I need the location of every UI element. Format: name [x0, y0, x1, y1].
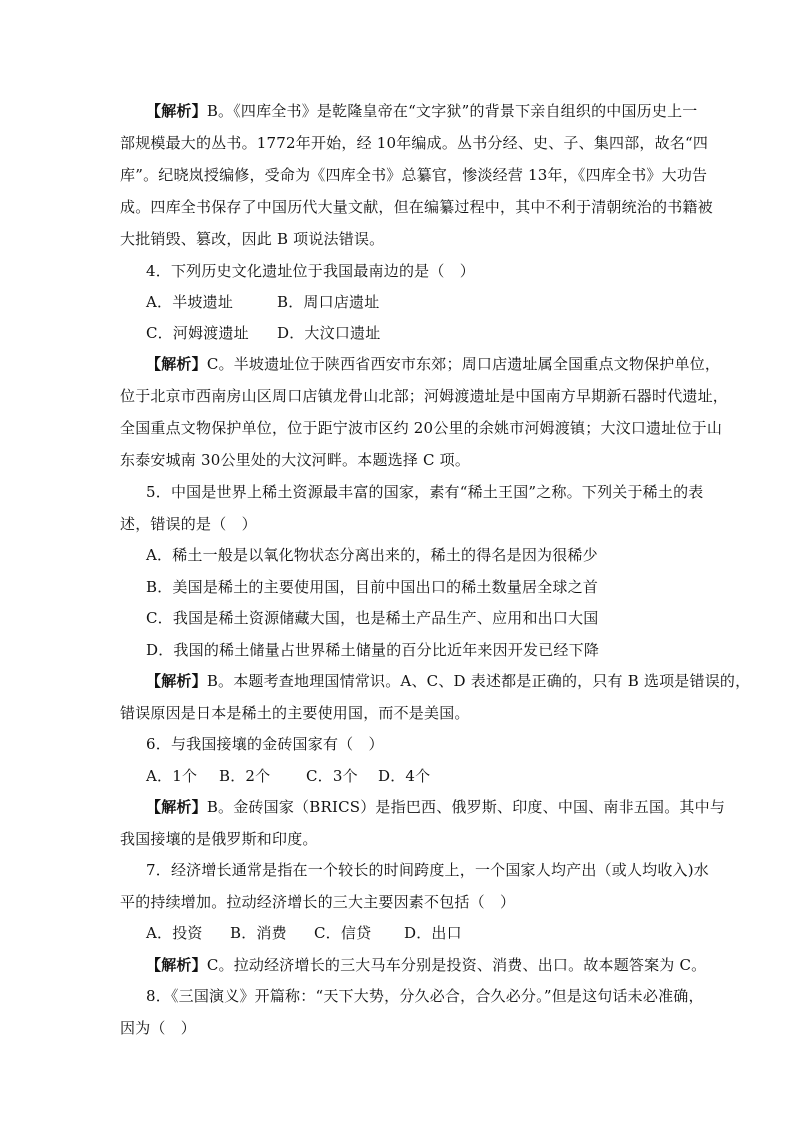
q8-stem-line-1: 8．《三国演义》开篇称：“天下大势，分久必合，合久必分。”但是这句话未必准确， [146, 987, 704, 1005]
analysis-tag: 【解析】 [146, 102, 207, 120]
q4-analysis-line-3: 全国重点文物保护单位，位于距宁波市区约 20公里的余姚市河姆渡镇；大汶口遗址位于山 [120, 419, 723, 437]
q4-analysis-line-2: 位于北京市西南房山区周口店镇龙骨山北部；河姆渡遗址是中国南方早期新石器时代遗址， [120, 387, 729, 405]
q3-analysis-line-2: 部规模最大的丛书。1772年开始，经 10年编成。丛书分经、史、子、集四部，故名“四 [120, 134, 709, 152]
q7-stem-line-2: 平的持续增加。拉动经济增长的三大主要因素不包括（ ） [120, 893, 516, 911]
q3-analysis-line-5: 大批销毁、篡改，因此 B 项说法错误。 [120, 230, 385, 248]
q6-option-a: A．1个 [146, 767, 198, 785]
q3-analysis-line-3: 库”。纪晓岚授编修，受命为《四库全书》总纂官，惨淡经营 13年，《四库全书》大功告 [120, 166, 708, 184]
analysis-tag: 【解析】 [146, 672, 207, 690]
q3-analysis-line-4: 成。四库全书保存了中国历代大量文献，但在编纂过程中，其中不利于清朝统治的书籍被 [120, 198, 713, 216]
q4-option-d: D．大汶口遗址 [277, 324, 381, 342]
q7-option-d: D．出口 [404, 924, 462, 942]
q6-option-c: C．3个 [306, 767, 358, 785]
q5-analysis-line-2: 错误原因是日本是稀土的主要使用国，而不是美国。 [120, 704, 470, 722]
q6-analysis-line-1: 【解析】B。金砖国家（BRICS）是指巴西、俄罗斯、印度、中国、南非五国。其中与 [146, 798, 726, 816]
q5-option-b: B．美国是稀土的主要使用国，目前中国出口的稀土数量居全球之首 [146, 578, 599, 596]
q4-options-row-1 [146, 292, 706, 312]
q5-analysis-line-1: 【解析】B。本题考查地理国情常识。A、C、D 表述都是正确的，只有 B 选项是错误的， [146, 672, 751, 690]
q7-option-a: A．投资 [146, 924, 203, 942]
q4-option-b: B．周口店遗址 [277, 293, 380, 311]
q6-options [146, 766, 706, 786]
q3-analysis-line-1: 【解析】B。《四库全书》是乾隆皇帝在“文字狱”的背景下亲自组织的中国历史上一 [146, 102, 698, 120]
q6-option-d: D．4个 [378, 767, 431, 785]
q5-stem-line-1: 5．中国是世界上稀土资源最丰富的国家，素有“稀土王国”之称。下列关于稀土的表 [146, 483, 704, 501]
q5-stem-line-2: 述，错误的是（ ） [120, 515, 257, 533]
analysis-tag: 【解析】 [146, 798, 207, 816]
analysis-tag: 【解析】 [146, 956, 207, 974]
q6-stem: 6．与我国接壤的金砖国家有（ ） [146, 735, 384, 753]
q5-option-a: A．稀土一般是以氧化物状态分离出来的，稀土的得名是因为很稀少 [146, 546, 598, 564]
q7-analysis-line-1: 【解析】C。拉动经济增长的三大马车分别是投资、消费、出口。故本题答案为 C。 [146, 956, 707, 974]
q7-options [146, 923, 706, 943]
q5-option-d: D．我国的稀土储量占世界稀土储量的百分比近年来因开发已经下降 [146, 641, 600, 659]
q4-option-a: A．半坡遗址 [146, 293, 234, 311]
q5-option-c: C．我国是稀土资源储藏大国，也是稀土产品生产、应用和出口大国 [146, 609, 599, 627]
q4-stem: 4．下列历史文化遗址位于我国最南边的是（ ） [146, 262, 475, 280]
q8-stem-line-2: 因为（ ） [120, 1019, 197, 1037]
q4-analysis-line-1: 【解析】C。半坡遗址位于陕西省西安市东郊；周口店遗址属全国重点文物保护单位， [146, 355, 721, 373]
q7-stem-line-1: 7．经济增长通常是指在一个较长的时间跨度上，一个国家人均产出（或人均收入)水 [146, 861, 709, 879]
q6-option-b: B．2个 [219, 767, 271, 785]
q7-option-b: B．消费 [230, 924, 287, 942]
q4-options-row-2 [146, 323, 706, 343]
q4-option-c: C．河姆渡遗址 [146, 324, 249, 342]
q4-analysis-line-4: 东泰安城南 30公里处的大汶河畔。本题选择 C 项。 [120, 451, 471, 469]
q6-analysis-line-2: 我国接壤的是俄罗斯和印度。 [120, 830, 318, 848]
q7-option-c: C．信贷 [314, 924, 372, 942]
analysis-tag: 【解析】 [146, 355, 207, 373]
